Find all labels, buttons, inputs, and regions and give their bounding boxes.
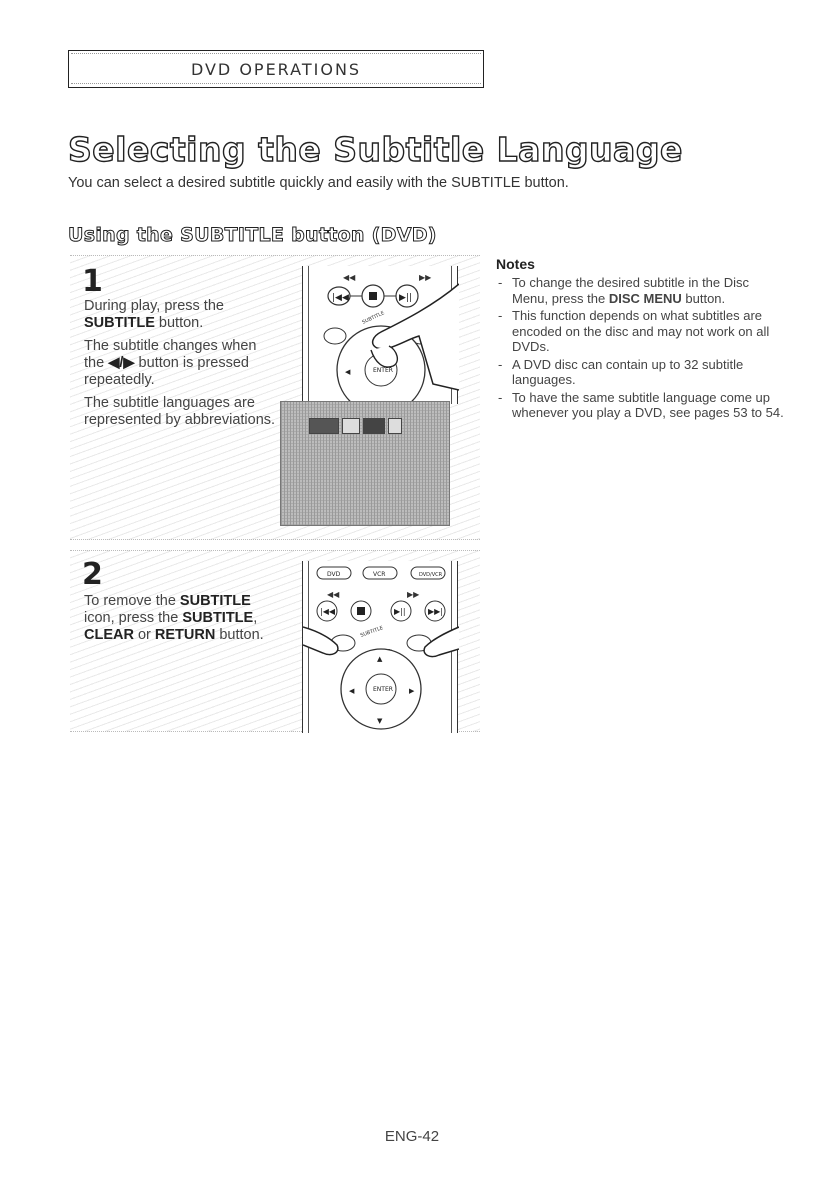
svg-text:▲: ▲ [377,655,383,663]
step-2-number: 2 [82,557,103,592]
step-1-para-2c: repeatedly. [84,372,155,388]
step-1-line-1: During play, press the [84,298,224,314]
note-4-text: To have the same subtitle language come up whenever you play a DVD, see pages 53 to 54. [512,389,784,420]
subtitle-keyword: SUBTITLE [179,593,251,609]
svg-text:◀◀: ◀◀ [343,273,356,282]
svg-text:▼: ▼ [377,717,383,725]
svg-text:▶||: ▶|| [394,607,406,616]
step-1-para-3a: The subtitle languages are [84,395,255,411]
note-1-pre: To change the desired subtitle in the Disc Menu, press the [512,275,750,306]
line-2-pre: icon, press the [84,610,183,626]
step-1-number: 1 [82,264,103,299]
section-header-box [68,50,484,88]
svg-text:▶▶: ▶▶ [419,273,432,282]
para-2b-post: button is pressed [134,355,249,371]
svg-text:▶: ▶ [409,687,415,695]
tv-screen-illustration [280,401,450,526]
svg-text:SUBTITLE: SUBTITLE [361,310,386,326]
step-1-para-3b: represented by abbreviations. [84,412,276,428]
clear-keyword: CLEAR [84,627,134,643]
note-item: - To have the same subtitle language come up whenever you play a DVD, see pages 53 to 54. [498,389,784,420]
subtitle-keyword: SUBTITLE [84,315,155,331]
remote-buttons-icon [303,266,459,404]
return-keyword: RETURN [154,627,216,643]
step-1-instruction [84,298,294,429]
svg-text:◀: ◀ [345,368,351,376]
notes-section [496,256,786,423]
svg-text:▶||: ▶|| [399,293,412,303]
page-number: ENG-42 [384,1128,440,1145]
svg-text:◀: ◀ [349,687,355,695]
step-1-line-2-rest: button. [154,315,204,331]
remote-control-illustration-2 [302,561,458,733]
enter-button-label: ENTER [373,686,393,693]
dvd-mode-label: DVD [327,571,341,578]
svg-text:|◀◀: |◀◀ [332,293,349,303]
step-1-para-2a: The subtitle changes when [84,338,257,354]
step-1-panel [70,255,480,540]
sub-heading: Using the SUBTITLE button (DVD) [68,224,437,246]
step-2-instruction [84,593,294,644]
left-right-arrows-icon: ◀/▶ [108,355,135,371]
step-2-line-3 [84,627,294,644]
svg-text:◀◀: ◀◀ [327,590,340,599]
svg-text:|◀◀: |◀◀ [320,607,335,616]
subtitle-button-label: SUBTITLE [359,625,385,639]
para-2b-pre: the [84,355,109,371]
step-2-panel [70,550,480,732]
subtitle-osd-bar [309,418,431,434]
note-item: - A DVD disc can contain up to 32 subtitle languages. [498,356,744,387]
intro-text: You can select a desired subtitle quickly and easily with the SUBTITLE button. [68,175,569,191]
remote-buttons-icon [303,561,459,733]
line-3-mid: or [133,627,155,643]
line-3-post: button. [215,627,264,643]
step-2-line-1 [84,593,294,610]
remote-control-illustration [302,266,458,404]
svg-text:▶▶: ▶▶ [407,590,420,599]
svg-text:ENTER: ENTER [373,367,393,374]
note-item: - To change the desired subtitle in the Disc Menu, press the DISC MENU button. [498,275,750,306]
step-2-line-2 [84,610,294,627]
svg-text:▶▶|: ▶▶| [428,607,443,616]
step-1-para-2b [84,355,294,372]
step-1-line-2 [84,315,294,332]
note-3-text: A DVD disc can contain up to 32 subtitle languages. [512,356,744,387]
notes-title: Notes [496,256,535,272]
page-title: Selecting the Subtitle Language [68,130,683,169]
section-label: DVD OPERATIONS [190,59,362,79]
vcr-mode-label: VCR [373,571,386,578]
svg-text:DVD/VCR: DVD/VCR [419,572,443,578]
note-2-text: This function depends on what subtitles are encoded on the disc and may not work on all DVDs. [512,308,770,354]
line-1-pre: To remove the [84,593,180,609]
note-item: - This function depends on what subtitles are encoded on the disc and may not work on all DVDs. [498,308,770,354]
line-2-post: , [253,610,258,626]
disc-menu-keyword: DISC MENU [608,290,682,306]
note-1-post: button. [681,290,726,306]
subtitle-keyword: SUBTITLE [182,610,254,626]
